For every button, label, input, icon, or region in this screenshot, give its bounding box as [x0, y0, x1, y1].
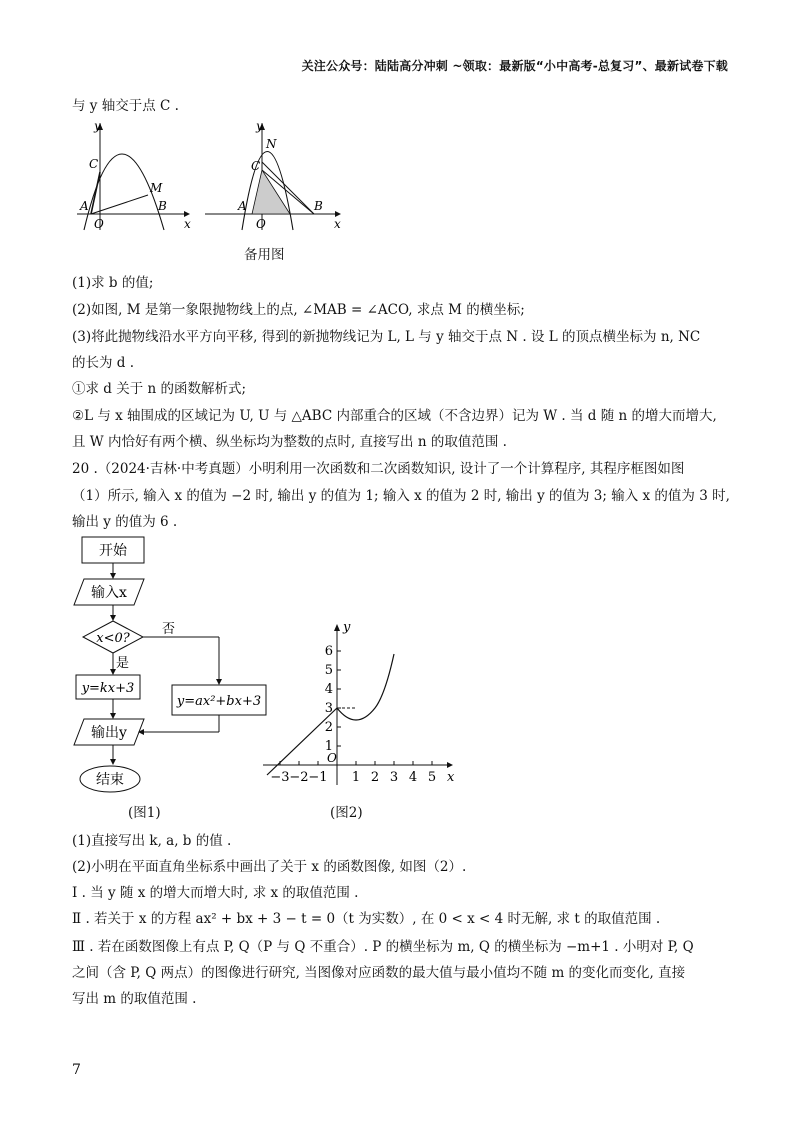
fig2-label-b: B: [314, 199, 323, 213]
graph-x-label: x: [447, 770, 455, 785]
sub-question-iii-b: 之间（含 P, Q 两点）的图像进行研究, 当图像对应函数的最大值与最小值均不随 m 的变化而变化, 直接: [72, 965, 686, 981]
flow-no-label: 否: [162, 622, 176, 637]
flow-yes-label: 是: [116, 656, 130, 671]
x-tick-neg3: −3: [270, 770, 290, 785]
spare-figure-caption: 备用图: [244, 247, 285, 263]
x-tick-5: 5: [427, 770, 437, 785]
question-3-line-d: ②L 与 x 轴围成的区域记为 U, U 与 △ABC 内部重合的区域（不含边界）记为 W . 当 d 随 n 的增大而增大,: [72, 408, 717, 424]
function-graph-figure: [255, 615, 470, 787]
flow-start: 开始: [99, 543, 127, 559]
fig1-label-c: C: [89, 157, 99, 171]
fig2-label-x: x: [334, 217, 341, 231]
flow-condition: x<0?: [96, 631, 130, 646]
flow-end: 结束: [96, 772, 124, 788]
fig1-label-o: O: [94, 217, 104, 231]
x-tick-1: 1: [351, 770, 361, 785]
x-tick-2: 2: [370, 770, 380, 785]
question-2: (2)如图, M 是第一象限抛物线上的点, ∠MAB = ∠ACO, 求点 M 的横坐标;: [72, 302, 525, 318]
y-tick-6: 6: [324, 644, 333, 659]
x-tick-4: 4: [408, 770, 418, 785]
y-tick-2: 2: [324, 720, 333, 735]
page-number: 7: [72, 1062, 81, 1078]
graph-origin: O: [327, 751, 337, 765]
y-tick-5: 5: [324, 663, 333, 678]
figure-2-caption: (图2): [330, 805, 363, 821]
x-tick-neg2: −2: [289, 770, 309, 785]
fig1-label-x: x: [184, 217, 191, 231]
sub-question-1: (1)直接写出 k, a, b 的值 .: [72, 833, 232, 849]
fig2-label-c: C: [251, 159, 261, 173]
page-header: 关注公众号：陆陆高分冲刺 ~领取：最新版“小中高考-总复习”、最新试卷下载: [301, 59, 728, 73]
fig1-label-b: B: [158, 199, 167, 213]
question-3-line-e: 且 W 内恰好有两个横、纵坐标均为整数的点时, 直接写出 n 的取值范围 .: [72, 434, 507, 450]
x-tick-neg1: −1: [308, 770, 328, 785]
x-tick-3: 3: [389, 770, 399, 785]
y-tick-1: 1: [324, 739, 333, 754]
problem-20-line-b: （1）所示, 输入 x 的值为 −2 时, 输出 y 的值为 1; 输入 x 的值为 2 时, 输出 y 的值为 3; 输入 x 的值为 3 时,: [72, 488, 730, 504]
figure-1-caption: (图1): [128, 805, 161, 821]
question-3-line-a: (3)将此抛物线沿水平方向平移, 得到的新抛物线记为 L, L 与 y 轴交于点 N . 设 L 的顶点横坐标为 n, NC: [72, 329, 701, 345]
question-1: (1)求 b 的值;: [72, 275, 154, 291]
problem-20-line-c: 输出 y 的值为 6 .: [72, 514, 178, 530]
flow-output: 输出y: [91, 725, 127, 741]
fig1-label-m: M: [150, 181, 163, 195]
figure-parabola-spare: [200, 118, 345, 233]
fig2-label-a: A: [238, 199, 247, 213]
flow-right-formula: y=ax²+bx+3: [176, 694, 262, 709]
sub-question-2: (2)小明在平面直角坐标系中画出了关于 x 的函数图像, 如图（2）.: [72, 859, 467, 875]
fig1-label-a: A: [80, 199, 89, 213]
y-tick-3: 3: [324, 701, 333, 716]
question-3-line-b: 的长为 d .: [72, 355, 135, 371]
sub-question-ii: Ⅱ . 若关于 x 的方程 ax² + bx + 3 − t = 0（t 为实数）, 在 0 < x < 4 时无解, 求 t 的取值范围 .: [72, 911, 661, 927]
sub-question-i: Ⅰ . 当 y 随 x 的增大而增大时, 求 x 的取值范围 .: [72, 885, 359, 901]
text-line: 与 y 轴交于点 C .: [72, 98, 179, 114]
graph-y-label: y: [343, 620, 351, 635]
sub-question-iii-a: Ⅲ . 若在函数图像上有点 P, Q（P 与 Q 不重合）. P 的横坐标为 m, Q 的横坐标为 −m+1 . 小明对 P, Q: [72, 939, 694, 955]
fig2-label-o: O: [256, 217, 266, 231]
fig2-label-y: y: [256, 119, 263, 133]
flow-left-formula: y=kx+3: [81, 681, 135, 696]
question-3-line-c: ①求 d 关于 n 的函数解析式;: [72, 381, 247, 397]
sub-question-iii-c: 写出 m 的取值范围 .: [72, 991, 197, 1007]
problem-20-line-a: 20 .（2024·吉林·中考真题）小明利用一次函数和二次函数知识, 设计了一个计算程序, 其程序框图如图: [72, 461, 685, 477]
figure-parabola-m: [72, 118, 192, 233]
y-tick-4: 4: [324, 682, 333, 697]
flowchart-figure: [70, 533, 280, 798]
fig1-label-y: y: [94, 119, 101, 133]
flow-input: 输入x: [91, 585, 127, 601]
fig2-label-n: N: [266, 137, 277, 151]
